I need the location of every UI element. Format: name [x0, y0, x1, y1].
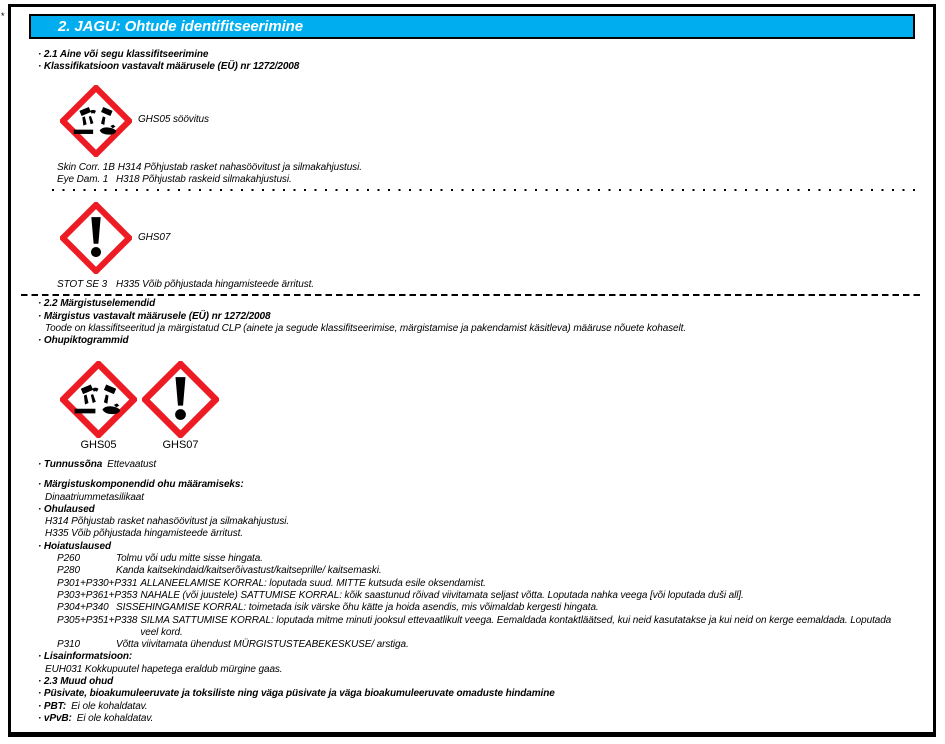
precaution-row — [38, 639, 921, 651]
hazard-statement: H314 Põhjustab rasket nahasöövitust ja silmakahjustusi. — [117, 161, 362, 173]
section-content — [11, 39, 933, 725]
euh-statement: EUH031 Kokkupuutel hapetega eraldub mürgine gaas. — [45, 663, 283, 675]
p-code: P305+P351+P338 — [57, 614, 138, 626]
p-code: P304+P340 — [57, 602, 109, 614]
signal-word-value: Ettevaatust — [107, 458, 157, 470]
p-code: P280 — [57, 565, 80, 577]
section-header: 2. JAGU: Ohtude identifitseerimine — [29, 14, 915, 39]
classification-row — [38, 162, 921, 174]
pictogram-cell-ghs05 — [60, 361, 137, 451]
vpvb-value: Ei ole kohaldatav. — [76, 712, 154, 724]
precaution-row — [38, 578, 921, 590]
page-corner-mark: * — [1, 11, 5, 21]
p-text: SILMA SATTUMISE KORRAL: loputada mitme minuti jooksul ettevaatlikult veega. Eemaldada kontaktläätsed, kui neid kasutatakse ja kui neid on kerge eemaldada. Loputada veel kord. — [140, 614, 892, 638]
p-text: Kanda kaitsekindaid/kaitserõivastust/kaitseprille/ kaitsemaski. — [116, 565, 382, 577]
p-code: P301+P330+P331 — [57, 577, 138, 589]
ghs07-exclamation-icon — [142, 361, 219, 438]
document-frame — [8, 4, 936, 737]
heading-2-3: · 2.3 Muud ohud — [38, 676, 114, 688]
ghs05-corrosion-icon — [60, 361, 137, 438]
heading-labelling: · Märgistus vastavalt määrusele (EÜ) nr 1272/2008 — [38, 310, 271, 322]
dotted-divider — [52, 189, 921, 191]
p-text: Võtta viivitamata ühendust MÜRGISTUSTEABEKESKUSE/ arstiga. — [116, 639, 409, 651]
pictogram-cell-ghs07 — [142, 361, 219, 451]
p-code: P310 — [57, 639, 80, 651]
classification-row — [38, 174, 921, 186]
heading-pictograms: · Ohupiktogrammid — [38, 335, 129, 347]
p-code: P260 — [57, 553, 80, 565]
heading-precautionary-statements: · Hoiatuslaused — [38, 540, 111, 552]
ghs07-exclamation-icon — [60, 202, 132, 274]
vpvb-label: · vPvB: — [38, 712, 72, 724]
heading-label-components: · Märgistuskomponendid ohu määramiseks: — [38, 479, 244, 491]
pictogram-row-ghs07 — [60, 202, 921, 274]
dashed-divider — [21, 294, 921, 296]
classification-row — [38, 279, 921, 291]
p-text: SISSEHINGAMISE KORRAL: toimetada isik värske õhu kätte ja hoida asendis, mis võimaldab kergesti hingata. — [116, 602, 599, 614]
precaution-row — [38, 615, 921, 640]
p-text: Tolmu või udu mitte sisse hingata. — [116, 553, 263, 565]
heading-2-2: · 2.2 Märgistuselemendid — [38, 298, 156, 310]
hazard-class: STOT SE 3 — [57, 279, 108, 291]
label-component: Dinaatriummetasilikaat — [45, 491, 144, 503]
ghs07-caption: GHS07 — [162, 438, 199, 451]
pictogram-pair — [60, 361, 921, 451]
vpvb-line — [38, 713, 921, 725]
ghs07-label: GHS07 — [138, 232, 171, 244]
precaution-row — [38, 590, 921, 602]
ghs05-label: GHS05 söövitus — [138, 114, 209, 126]
heading-pbt-assessment: · Püsivate, bioakumuleeruvate ja toksiliste ning väga püsivate ja väga bioakumuleeruvate omaduste hindamine — [38, 688, 555, 700]
ghs05-corrosion-icon — [60, 85, 132, 157]
pbt-value: Ei ole kohaldatav. — [71, 700, 148, 712]
hazard-statement: H318 Põhjustab raskeid silmakahjustusi. — [116, 173, 292, 185]
hazard-statement: H314 Põhjustab rasket nahasöövitust ja silmakahjustusi. — [45, 516, 290, 528]
heading-classification: · Klassifikatsioon vastavalt määrusele (EÜ) nr 1272/2008 — [38, 61, 300, 73]
pbt-line — [38, 701, 921, 713]
clp-text: Toode on klassifitseeritud ja märgistatud CLP (ainete ja segude klassifitseerimise, märgistamise ja pakendamist käsitleva) määruse nõuete kohaselt. — [45, 323, 686, 335]
precaution-row — [38, 553, 921, 565]
signal-word-label: · Tunnussõna — [38, 458, 103, 470]
p-text: NAHALE (või juustele) SATTUMISE KORRAL: kõik saastunud rõivad viivitamata seljast võtta. Loputada nahka veega [või loputada duši all]. — [140, 589, 744, 601]
p-code: P303+P361+P353 — [57, 589, 138, 601]
precaution-row — [38, 602, 921, 614]
precaution-row — [38, 565, 921, 577]
hazard-statement: H335 Võib põhjustada hingamisteede ärritust. — [116, 279, 314, 291]
p-text: ALLANEELAMISE KORRAL: loputada suud. MITTE kutsuda esile oksendamist. — [140, 577, 486, 589]
hazard-class: Eye Dam. 1 — [57, 173, 109, 185]
pbt-label: · PBT: — [38, 700, 67, 712]
heading-2-1: · 2.1 Aine või segu klassifitseerimine — [38, 49, 209, 60]
ghs05-caption: GHS05 — [80, 438, 117, 451]
hazard-class: Skin Corr. 1B — [57, 161, 115, 173]
heading-additional-info: · Lisainformatsioon: — [38, 651, 133, 663]
pictogram-row-ghs05 — [60, 85, 921, 157]
hazard-statement: H335 Võib põhjustada hingamisteede ärritust. — [45, 528, 243, 540]
heading-hazard-statements: · Ohulaused — [38, 503, 95, 515]
signal-word-line — [38, 459, 921, 471]
